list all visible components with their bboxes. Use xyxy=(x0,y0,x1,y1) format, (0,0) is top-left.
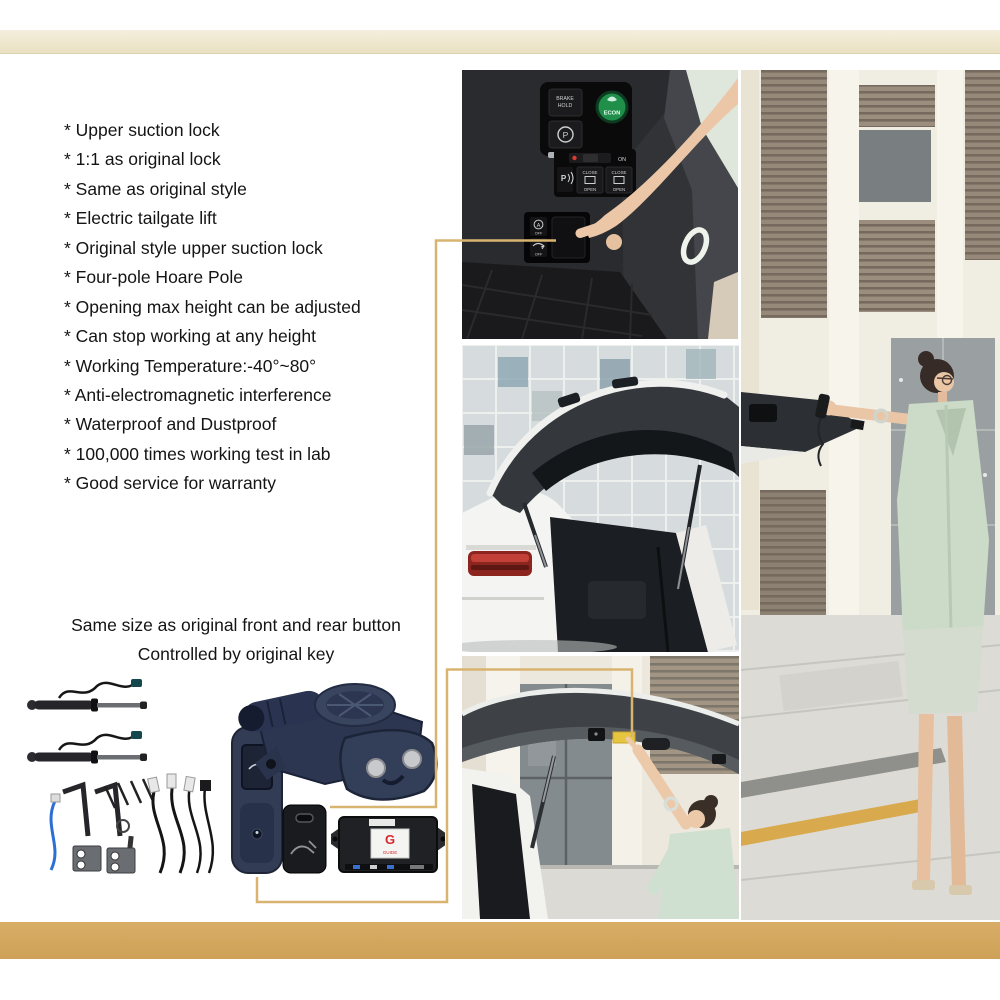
rear-seats xyxy=(588,581,646,619)
photo-button-press xyxy=(462,656,739,919)
feature-item: * Four-pole Hoare Pole xyxy=(64,267,243,288)
door-open-label: OPEN xyxy=(583,187,597,192)
building-column xyxy=(829,70,859,670)
hair-bun xyxy=(918,351,934,367)
face xyxy=(687,810,705,828)
kit-caption xyxy=(18,611,454,668)
bracket xyxy=(63,785,88,836)
brand-logo-letter: G xyxy=(384,832,396,847)
feature-item: * Waterproof and Dustproof xyxy=(64,414,277,435)
green-shirt xyxy=(897,400,989,636)
parking-sensor-label: P xyxy=(560,174,567,183)
econ-button-label: ECON xyxy=(603,110,621,117)
lock-body xyxy=(340,730,436,799)
door-close-label: CLOSE xyxy=(582,170,598,175)
lift-strut xyxy=(27,679,147,712)
top-accent-band xyxy=(0,30,1000,54)
feature-item: * Electric tailgate lift xyxy=(64,208,217,229)
off-label: OFF xyxy=(534,231,543,236)
econ-button xyxy=(596,91,629,124)
feature-item: * Opening max height can be adjusted xyxy=(64,296,361,317)
mounting-hardware xyxy=(51,779,153,873)
rubber-button-pad xyxy=(283,805,326,873)
lift-strut xyxy=(27,731,147,764)
green-shirt xyxy=(658,828,739,919)
photo-kit-components xyxy=(25,668,445,880)
feature-item: * Can stop working at any height xyxy=(64,326,316,347)
caption-line-1: Same size as original front and rear button xyxy=(71,615,401,635)
blue-wire xyxy=(51,801,55,870)
feature-item: * Good service for warranty xyxy=(64,473,277,494)
connector-plug xyxy=(131,679,142,687)
feature-item: * Upper suction lock xyxy=(64,120,220,140)
feature-item: * 100,000 times working test in lab xyxy=(64,443,331,464)
feature-item: * Original style upper suction lock xyxy=(64,237,323,258)
window xyxy=(859,130,931,202)
sliding-door-switch-cluster xyxy=(554,149,636,197)
photo-interior-button-panel xyxy=(462,70,738,339)
wiring-harness xyxy=(148,774,213,873)
taillight xyxy=(468,551,532,576)
building-column xyxy=(612,656,642,868)
brake-hold-button-label2: HOLD xyxy=(557,103,573,109)
off-label: OFF xyxy=(534,252,543,257)
caption-line-2: Controlled by original key xyxy=(137,643,335,664)
pad-slot xyxy=(296,814,313,822)
sandal xyxy=(949,885,972,895)
brand-logo-text: GUIDE xyxy=(382,850,398,855)
bottom-accent-band xyxy=(0,922,1000,959)
sandal xyxy=(912,880,935,890)
brake-hold-button-label1: BRAKE xyxy=(556,96,574,102)
feature-item: * Same as original style xyxy=(64,178,247,199)
feature-item: * Anti-electromagnetic interference xyxy=(64,384,332,405)
on-label: ON xyxy=(617,157,627,163)
black-connector xyxy=(200,780,211,791)
feature-list xyxy=(64,116,361,499)
door-open-label: OPEN xyxy=(612,187,626,192)
photo-tailgate-open xyxy=(462,345,739,652)
power-indicator-dot xyxy=(572,156,576,160)
louver-panel xyxy=(761,70,827,318)
feature-item: * Working Temperature:-40°~80° xyxy=(64,355,317,376)
parking-brake-label: P xyxy=(562,129,569,140)
lock-pin xyxy=(403,750,421,768)
photo-remote-key xyxy=(741,70,1000,920)
control-box xyxy=(331,817,445,872)
lock-pin xyxy=(367,759,385,777)
door-close-label: CLOSE xyxy=(611,170,627,175)
handle-recess xyxy=(642,738,670,750)
auto-idle-stop-label: A xyxy=(536,222,541,229)
skirt xyxy=(903,626,983,714)
feature-item: * 1:1 as original lock xyxy=(64,149,221,170)
